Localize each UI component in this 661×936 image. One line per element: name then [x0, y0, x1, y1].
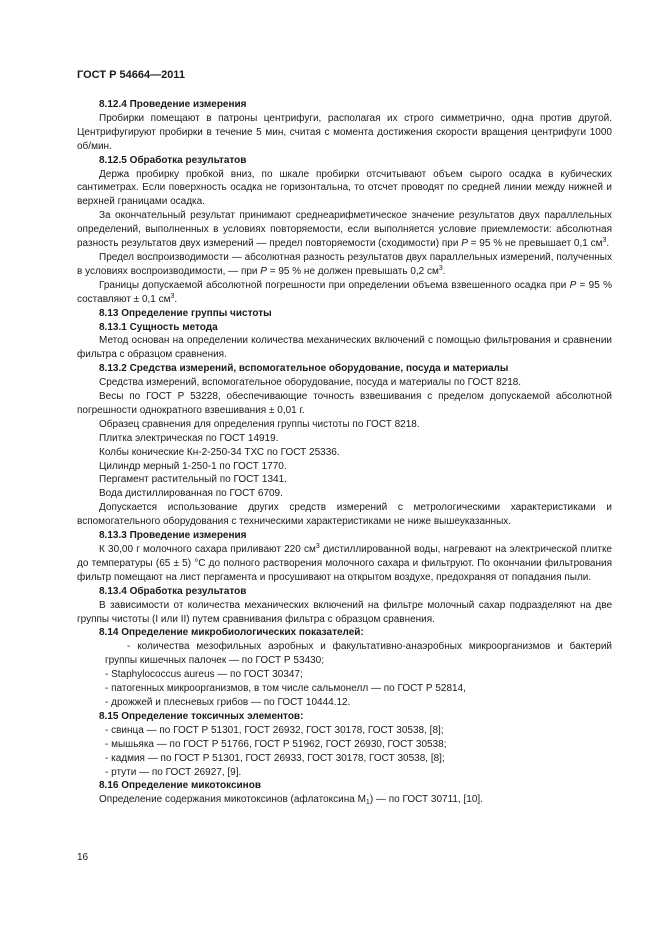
paragraph: Плитка электрическая по ГОСТ 14919. — [99, 432, 279, 444]
paragraph: Пергамент растительный по ГОСТ 1341. — [99, 474, 287, 486]
page-number: 16 — [77, 852, 89, 863]
paragraph: За окончательный результат принимают среднеарифметическое значение результатов двух параллельных определений, выполненных в условиях повторяемости, если выполняется условие приемлемости: абсолютная разность результатов двух измерений — предел повторяемости (сходимости) при P = 95 % не превышает 0,1 $см^3$. — [77, 210, 612, 250]
paragraph: Образец сравнения для определения группы чистоты по ГОСТ 8218. — [99, 418, 420, 430]
list-item: - патогенных микроорганизмов, в том числе сальмонелл — по ГОСТ Р 52814, — [105, 683, 466, 695]
list-item: - Staphylococcus aureus — по ГОСТ 30347; — [105, 669, 303, 681]
paragraph: Границы допускаемой абсолютной погрешности при определении объема взвешенного осадка при P = 95 % составляют ± 0,1 $см^3$. — [77, 279, 612, 305]
paragraph: В зависимости от количества механических включений на фильтре молочный сахар подразделяют на две группы чистоты (I или II) путем сравнивания фильтра с образцом сравнения. — [77, 599, 612, 625]
paragraph: Определение содержания микотоксинов (афлатоксина $М_1$) — по ГОСТ 30711, [10]. — [99, 794, 483, 807]
section-heading: 8.16 Определение микотоксинов — [99, 780, 261, 792]
paragraph: Метод основан на определении количества механических включений с помощью фильтрования и сравнении фильтра с образцом сравнения. — [77, 335, 612, 361]
list-item: - дрожжей и плесневых грибов — по ГОСТ 10444.12. — [105, 696, 351, 708]
document-body — [77, 98, 612, 807]
paragraph: Весы по ГОСТ Р 53228, обеспечивающие точность взвешивания с пределом допускаемой абсолютной погрешности однократного взвешивания ± 0,01 г. — [77, 391, 612, 416]
section-heading: 8.13.1 Сущность метода — [99, 321, 218, 333]
section-heading: 8.14 Определение микробиологических показателей: — [99, 627, 364, 639]
section-heading: 8.15 Определение токсичных элементов: — [99, 710, 304, 722]
list-item: - кадмия — по ГОСТ Р 51301, ГОСТ 26933, ГОСТ 30178, ГОСТ 30538, [8]; — [105, 752, 445, 764]
section-heading: 8.12.5 Обработка результатов — [99, 154, 247, 166]
paragraph: К 30,00 г молочного сахара приливают 220 $см^3$ дистиллированной воды, нагревают на электрической плитке до температуры (65 ± 5) °С до полного растворения молочного сахара и фильтруют. По окончании фильтрования фильтр помещают на лист пергамента и просушивают на открытом воздухе, предохраняя от попадания пыли. — [77, 543, 612, 583]
list-item: - свинца — по ГОСТ Р 51301, ГОСТ 26932, ГОСТ 30178, ГОСТ 30538, [8]; — [105, 724, 444, 736]
list-item: - ртути — по ГОСТ 26927, [9]. — [105, 766, 242, 778]
paragraph: Предел воспроизводимости — абсолютная разность результатов двух параллельных измерений, полученных в условиях воспроизводимости, — при P = 95 % не должен превышать 0,2 $см^3$. — [77, 251, 612, 277]
paragraph: Цилиндр мерный 1-250-1 по ГОСТ 1770. — [99, 460, 287, 472]
paragraph: Средства измерений, вспомогательное оборудование, посуда и материалы по ГОСТ 8218. — [99, 377, 522, 389]
section-heading: 8.13.4 Обработка результатов — [99, 585, 247, 597]
paragraph: Держа пробирку пробкой вниз, по шкале пробирки отсчитывают объем сырого осадка в кубических сантиметрах. Если поверхность осадка не горизонтальна, то отсчет проводят по средней линии между нижней и верхней границами осадка. — [77, 168, 612, 208]
document-header: ГОСТ Р 54664—2011 — [77, 69, 185, 81]
list-item: - мышьяка — по ГОСТ Р 51766, ГОСТ Р 51962, ГОСТ 26930, ГОСТ 30538; — [105, 738, 447, 750]
paragraph: Допускается использование других средств измерений с метрологическими характеристиками и вспомогательного оборудования с техническими характеристиками не ниже вышеуказанных. — [77, 502, 612, 528]
paragraph: Вода дистиллированная по ГОСТ 6709. — [99, 488, 283, 500]
section-heading: 8.13 Определение группы чистоты — [99, 307, 272, 319]
section-heading: 8.13.2 Средства измерений, вспомогательное оборудование, посуда и материалы — [99, 363, 509, 375]
paragraph: Колбы конические Кн-2-250-34 ТХС по ГОСТ 25336. — [99, 446, 340, 458]
section-heading: 8.13.3 Проведение измерения — [99, 530, 247, 542]
paragraph: Пробирки помещают в патроны центрифуги, располагая их строго симметрично, одна против другой. Центрифугируют пробирки в течение 5 мин, считая с момента достижения скорости вращения центрифуги 1000 об/мин. — [77, 112, 612, 152]
section-heading: 8.12.4 Проведение измерения — [99, 99, 247, 110]
list-item: - количества мезофильных аэробных и факультативно-анаэробных микроорганизмов и бактерий группы кишечных палочек — по ГОСТ Р 53430; — [105, 641, 612, 667]
